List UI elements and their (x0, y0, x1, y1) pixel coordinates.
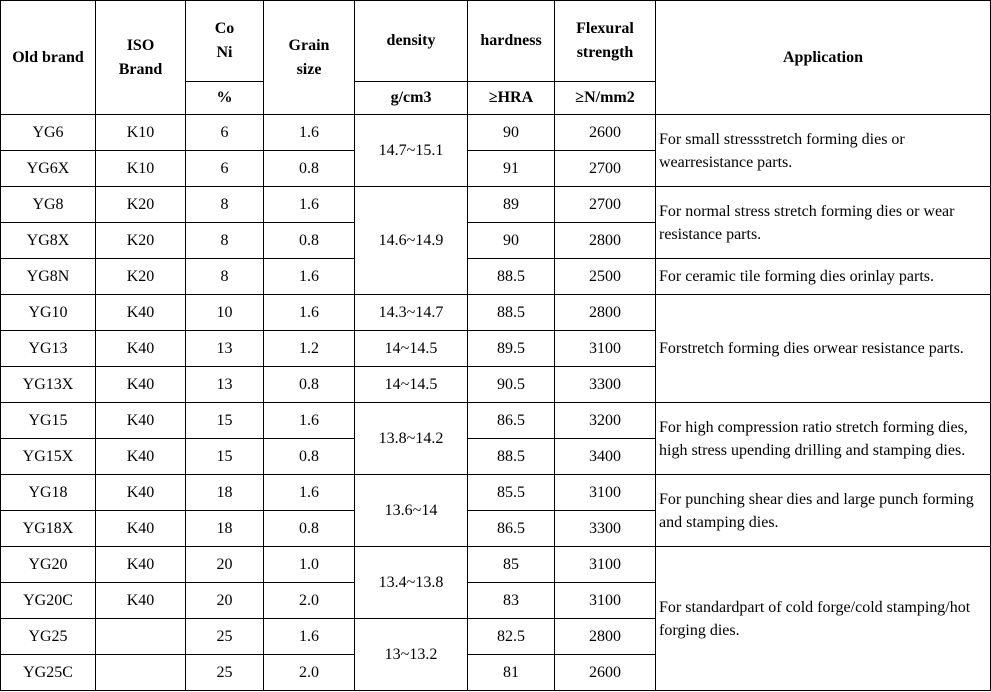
cell-iso-brand: K40 (96, 331, 186, 367)
cell-flexural-strength: 2800 (555, 223, 656, 259)
table-header (1, 1, 991, 115)
header-grain-size-text: Grain size (288, 36, 330, 78)
cell-iso-brand (96, 655, 186, 691)
cell-flexural-strength: 2600 (555, 115, 656, 151)
cell-co-ni: 15 (186, 403, 264, 439)
cell-hardness: 91 (468, 151, 555, 187)
cell-old-brand: YG8X (1, 223, 96, 259)
cell-grain-size: 1.6 (264, 115, 355, 151)
cell-old-brand: YG18X (1, 511, 96, 547)
cell-grain-size: 0.8 (264, 367, 355, 403)
cell-grain-size: 0.8 (264, 439, 355, 475)
cell-flexural-strength: 3300 (555, 511, 656, 547)
header-co-ni-unit: % (186, 82, 264, 115)
cell-grain-size: 0.8 (264, 151, 355, 187)
cell-old-brand: YG8 (1, 187, 96, 223)
table-row (1, 547, 991, 583)
cell-hardness: 90.5 (468, 367, 555, 403)
cell-hardness: 86.5 (468, 511, 555, 547)
cell-old-brand: YG10 (1, 295, 96, 331)
cell-grain-size: 1.6 (264, 187, 355, 223)
cell-hardness: 88.5 (468, 259, 555, 295)
cell-iso-brand: K20 (96, 259, 186, 295)
cell-application: For punching shear dies and large punch forming and stamping dies. (656, 475, 991, 547)
header-iso-brand-text: ISO Brand (118, 36, 163, 78)
cell-grain-size: 2.0 (264, 583, 355, 619)
cell-iso-brand: K40 (96, 367, 186, 403)
cell-grain-size: 0.8 (264, 511, 355, 547)
cell-iso-brand: K20 (96, 187, 186, 223)
cell-hardness: 83 (468, 583, 555, 619)
cell-co-ni: 13 (186, 367, 264, 403)
cell-iso-brand: K40 (96, 475, 186, 511)
header-hardness-unit: ≥HRA (468, 82, 555, 115)
cell-iso-brand: K10 (96, 151, 186, 187)
cell-density: 13.8~14.2 (355, 403, 468, 475)
header-density: density (355, 1, 468, 82)
cell-hardness: 89 (468, 187, 555, 223)
cell-flexural-strength: 3100 (555, 331, 656, 367)
cell-grain-size: 1.6 (264, 295, 355, 331)
cell-flexural-strength: 2800 (555, 295, 656, 331)
cell-grain-size: 1.2 (264, 331, 355, 367)
table-row (1, 187, 991, 223)
cell-hardness: 90 (468, 115, 555, 151)
cell-hardness: 82.5 (468, 619, 555, 655)
cell-flexural-strength: 3300 (555, 367, 656, 403)
header-flexural-strength: Flexural strength (555, 1, 656, 82)
cell-iso-brand: K10 (96, 115, 186, 151)
cell-density: 14.3~14.7 (355, 295, 468, 331)
header-co-ni (186, 1, 264, 82)
header-density-unit: g/cm3 (355, 82, 468, 115)
cell-iso-brand: K40 (96, 439, 186, 475)
cell-grain-size: 1.6 (264, 619, 355, 655)
cell-old-brand: YG18 (1, 475, 96, 511)
cell-grain-size: 1.0 (264, 547, 355, 583)
cell-hardness: 86.5 (468, 403, 555, 439)
cell-flexural-strength: 2600 (555, 655, 656, 691)
cell-grain-size: 0.8 (264, 223, 355, 259)
table-row (1, 259, 991, 295)
header-hardness: hardness (468, 1, 555, 82)
cell-iso-brand (96, 619, 186, 655)
cell-co-ni: 6 (186, 115, 264, 151)
cell-old-brand: YG20C (1, 583, 96, 619)
header-grain-size (264, 1, 355, 115)
cell-application: Forstretch forming dies orwear resistance parts. (656, 295, 991, 403)
cell-old-brand: YG6 (1, 115, 96, 151)
cell-application: For ceramic tile forming dies orinlay parts. (656, 259, 991, 295)
cell-hardness: 85.5 (468, 475, 555, 511)
cell-iso-brand: K40 (96, 511, 186, 547)
cell-hardness: 88.5 (468, 439, 555, 475)
header-iso-brand (96, 1, 186, 115)
cell-co-ni: 8 (186, 187, 264, 223)
cell-flexural-strength: 3400 (555, 439, 656, 475)
cell-grain-size: 1.6 (264, 259, 355, 295)
cell-old-brand: YG20 (1, 547, 96, 583)
cell-co-ni: 13 (186, 331, 264, 367)
cell-application: For standardpart of cold forge/cold stamping/hot forging dies. (656, 547, 991, 691)
cell-density: 13.4~13.8 (355, 547, 468, 619)
cell-density: 13~13.2 (355, 619, 468, 691)
cell-co-ni: 6 (186, 151, 264, 187)
cell-co-ni: 25 (186, 619, 264, 655)
cell-old-brand: YG13X (1, 367, 96, 403)
cell-grain-size: 1.6 (264, 475, 355, 511)
cell-old-brand: YG15 (1, 403, 96, 439)
cell-hardness: 81 (468, 655, 555, 691)
cell-flexural-strength: 3200 (555, 403, 656, 439)
cell-old-brand: YG15X (1, 439, 96, 475)
header-co-ni-text: Co Ni (214, 20, 235, 61)
cell-old-brand: YG6X (1, 151, 96, 187)
table-row (1, 115, 991, 151)
cell-flexural-strength: 3100 (555, 475, 656, 511)
cell-density: 13.6~14 (355, 475, 468, 547)
cell-old-brand: YG25C (1, 655, 96, 691)
cell-co-ni: 8 (186, 223, 264, 259)
cell-hardness: 89.5 (468, 331, 555, 367)
cell-iso-brand: K20 (96, 223, 186, 259)
cell-grain-size: 2.0 (264, 655, 355, 691)
cell-co-ni: 20 (186, 547, 264, 583)
cell-density: 14.6~14.9 (355, 187, 468, 295)
cell-old-brand: YG8N (1, 259, 96, 295)
cell-hardness: 85 (468, 547, 555, 583)
cell-iso-brand: K40 (96, 583, 186, 619)
cell-density: 14.7~15.1 (355, 115, 468, 187)
cell-flexural-strength: 3100 (555, 583, 656, 619)
cell-density: 14~14.5 (355, 367, 468, 403)
cell-flexural-strength: 2800 (555, 619, 656, 655)
cell-co-ni: 20 (186, 583, 264, 619)
cell-iso-brand: K40 (96, 547, 186, 583)
cell-co-ni: 18 (186, 475, 264, 511)
cell-co-ni: 25 (186, 655, 264, 691)
cell-flexural-strength: 2700 (555, 151, 656, 187)
header-application: Application (656, 1, 991, 115)
cell-application: For small stressstretch forming dies or wearresistance parts. (656, 115, 991, 187)
cell-application: For high compression ratio stretch forming dies, high stress upending drilling and stamping dies. (656, 403, 991, 475)
cell-flexural-strength: 2700 (555, 187, 656, 223)
cell-co-ni: 15 (186, 439, 264, 475)
cell-grain-size: 1.6 (264, 403, 355, 439)
header-flexural-unit: ≥N/mm2 (555, 82, 656, 115)
header-old-brand: Old brand (1, 1, 96, 115)
cell-hardness: 90 (468, 223, 555, 259)
table-row (1, 403, 991, 439)
cell-application: For normal stress stretch forming dies or wear resistance parts. (656, 187, 991, 259)
cell-co-ni: 8 (186, 259, 264, 295)
cell-density: 14~14.5 (355, 331, 468, 367)
table-row (1, 475, 991, 511)
cell-flexural-strength: 3100 (555, 547, 656, 583)
table-row (1, 295, 991, 331)
cell-old-brand: YG13 (1, 331, 96, 367)
cell-old-brand: YG25 (1, 619, 96, 655)
cell-flexural-strength: 2500 (555, 259, 656, 295)
cell-co-ni: 10 (186, 295, 264, 331)
cell-co-ni: 18 (186, 511, 264, 547)
table-body (1, 115, 991, 691)
cell-hardness: 88.5 (468, 295, 555, 331)
cell-iso-brand: K40 (96, 295, 186, 331)
cell-iso-brand: K40 (96, 403, 186, 439)
